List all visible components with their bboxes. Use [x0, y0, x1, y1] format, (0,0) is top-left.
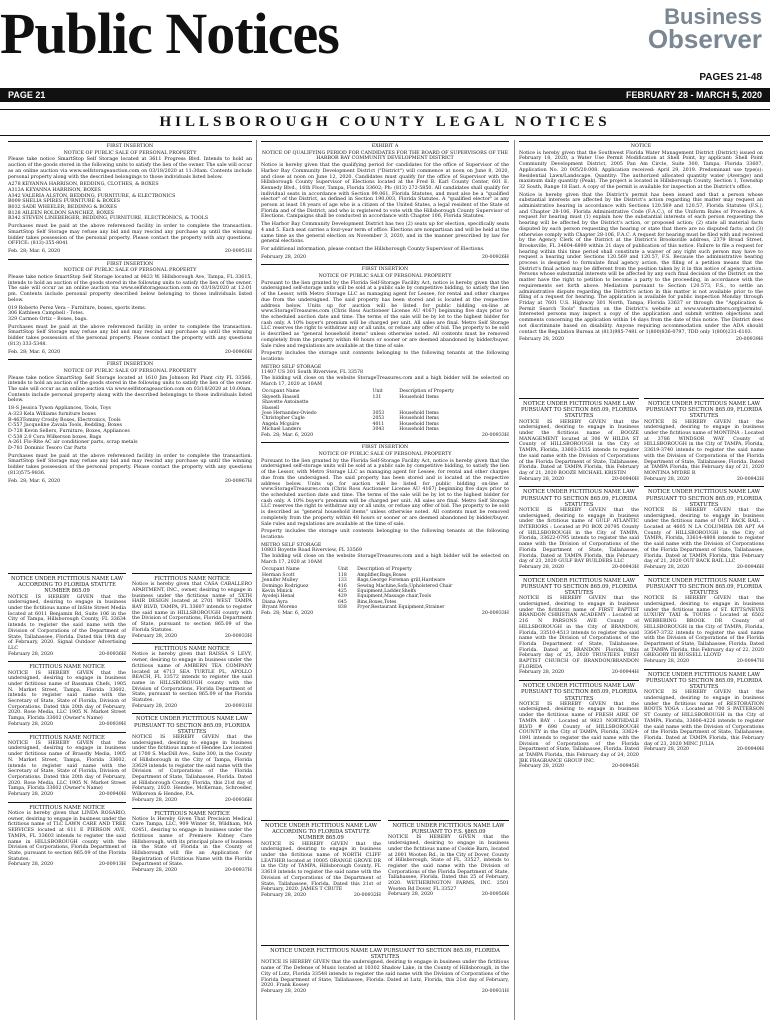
table-cell: Amplifier,Bags,Boxes	[357, 572, 407, 578]
notice-date: February 28, 2020	[644, 659, 690, 665]
publication-title: Public Notices	[0, 1, 339, 66]
fictitious-name-notice	[519, 486, 639, 570]
notice-date: February 28, 2020	[644, 747, 690, 753]
fictitious-col-b	[132, 573, 252, 1020]
fictitious-name-notice	[644, 486, 764, 570]
notice-title: FICTITIOUS NAME NOTICE	[132, 808, 252, 817]
notice-id: 20-00949H	[736, 747, 764, 753]
storage-unit-table	[261, 389, 509, 432]
notice-footer	[519, 477, 639, 483]
notice-header: FIRST INSERTION	[8, 141, 252, 150]
notice-footer	[8, 722, 126, 728]
notice-body: NOTICE IS HEREBY GIVEN that the undersigned, desiring to engage in business under the fictitious name of MONTINA : Located at 3786 WINDSOR WAY County of HILLSBOROUGH in the City of TAMPA, Florida, 33619-3740 intends to register the said name with the Division of Corporations of the Florida Department of State, Tallahassee, Florida. Dated at TAMPA Florida, this February day of 21, 2020 MONTINA MYDRE R	[644, 419, 764, 476]
notice-date: February 28, 2020	[132, 703, 178, 709]
fictitious-col-g	[644, 398, 764, 1020]
notice-body: NOTICE IS HEREBY GIVEN that the undersigned, desiring to engage in business under the fictitious name of The Defense of Music located at 10302 Shadow Lake, in the County of Hillsborough, in the City of Lutz, Florida 33548 intends to register the said name with the Division of Corporations of the Florida Department of State, Tallahassee, Florida. Dated at Lutz, Florida, this 21st day of February, 2020. Frank Kossey	[261, 960, 509, 989]
table-cell: Hassell	[262, 405, 280, 411]
notice-title: NOTICE OF PUBLIC SALE OF PERSONAL PROPERTY	[318, 452, 452, 458]
table-cell: Equipment,Ladder,Shelfs	[357, 589, 417, 595]
notice-footer	[132, 634, 252, 640]
notice-body: NOTICE IS HEREBY GIVEN that the undersigned, desiring to engage in business under the fictitious name of Hendee Law located at 1700 S. MacDill Ave., Suite 300, in the County of Hillsborough in the City of Tampa, Florida 33629 intends to register the said name with the Division of Corporations of the Florida Department of State, Tallahassee, Florida. Dated at Hillsborough County, Florida, this 21st day of February, 2020. Hendee, McKernan, Schroeder, Wilkerson & Hendee, P.A.	[132, 735, 252, 798]
notice-id: 20-00940H	[611, 476, 639, 482]
notice-id: 20-00933H	[481, 432, 509, 438]
fictitious-col-f	[519, 398, 639, 1020]
fictitious-name-notice	[644, 575, 764, 665]
table-cell: Household Items	[399, 416, 439, 422]
logo-line-2: Observer	[647, 24, 762, 54]
table-cell: Bags,George Foreman grill,Hardware	[357, 578, 446, 584]
issue-dates: FEBRUARY 28 - MARCH 5, 2020	[625, 90, 762, 100]
notice-footer	[8, 350, 252, 356]
notice-body	[519, 151, 763, 336]
notice-title: FICTITIOUS NAME NOTICE	[8, 802, 126, 811]
notice-paragraph: The Harbor Bay Community Development District has two (2) seats up for election, specifically seats 4 and 5. Each seat carries a four-year term of office. Elections are nonpartisan and will be held at the same time as the general election on November 3, 2020, and in the manner prescribed by law for general elections.	[261, 222, 509, 245]
notice-title: FICTITIOUS NAME NOTICE	[132, 573, 252, 582]
table-cell: 429	[337, 594, 347, 600]
fictitious-col-a	[8, 573, 126, 1020]
fictitious-name-notice	[8, 573, 126, 657]
notice-date: February 28, 2020	[132, 797, 178, 803]
fictitious-name-notice	[261, 945, 509, 995]
notice-body: NOTICE IS HEREBY GIVEN that the undersigned, desiring to engage in business under the fictitious name of InSite Street Media located at 6011 Benjamin Rd, Suite 106 in the City of Tampa, Hillsborough County, FL 33634 intends to register the said name with the Division of Corporations of the Department of State, Tallahassee, Florida. Dated this 19th day of February, 2020. Signal Outdoor Advertising LLC	[8, 594, 126, 651]
table-header-cell: Description of Property	[357, 567, 412, 573]
notice-body: NOTICE IS HEREBY GIVEN that the undersigned, desiring to engage in business under the fictitious name of GULF ATLANTIC INTERIORS : Located at PO BOX 20795 County of HILLSBOROUGH in the City of TAMPA, Florida, 33622-0795 intends to register the said name with the Division of Corporations of the Florida Department of State, Tallahassee, Florida. Dated at TAMPA Florida, this February day of 23, 2020 GULF BAY BUILDERS LLC	[519, 507, 639, 565]
notice-date: February 28, 2020	[644, 564, 690, 570]
notice-footer	[132, 798, 252, 804]
table-cell: Skyeeth Hassell	[262, 394, 300, 400]
column-divider	[256, 140, 257, 1020]
notice-title: NOTICE UNDER FICTITIOUS NAME LAW PURSUANT TO SECTION 865.09, FLORIDA STATUTES	[519, 486, 639, 508]
notice-paragraph: Please take notice SmartStop Self Storage located at 3611 Progress Blvd. Intends to hold an auction of the goods stored in the following units to satisfy the lien of the owner. The sale will occur as an online auction via www.selfstorageauction.com on 03/18/2020 at 11:30am. Contents include personal property along with the described belongings to those individuals listed below.	[8, 157, 252, 180]
fictitious-name-notice	[261, 820, 381, 899]
table-cell: Jennifer Mulley	[262, 578, 298, 584]
notice-title: NOTICE OF PUBLIC SALE OF PERSONAL PROPERTY	[318, 274, 452, 280]
notice-paragraph: A278 KEYANNA HARRISON, BEDDING, CLOTHES, & BOXES A312A KEYANNA HARRISON, BOXES A342 VALERIA ALSTON, BEDDING, FURNITURE, & ELECTRONICS B009 SHELIA SPIRES FURNITURE & BOXES B032 SADE WHEELER, BEDDING & BOXES B128 AILEEN ROLDON SANCHEZ, BOXES B342 STEVEN LINEBERGER, BEDDING, FURNITURE, ELECTRONICS, & TOOLS	[8, 182, 209, 222]
notice-paragraph: 019 Roberto Perez Vera – Furniture, boxes, sports items. 306 Kathleen Campbell - Totes. 329 Carmen Ortiz – Boxes, bags.	[8, 305, 147, 322]
notice-title: NOTICE UNDER FICTITIOUS NAME LAW PURSUANT TO SECTION 865.09, FLORIDA STATUTES	[644, 486, 764, 508]
notice-body	[261, 163, 509, 253]
notice-id: 20-00931H	[224, 703, 252, 709]
notice-title: FICTITIOUS NAME NOTICE	[8, 732, 126, 741]
notice-footer	[132, 704, 252, 710]
table-header-cell: Description of Property	[399, 389, 454, 395]
notice-body: NOTICE IS HEREBY GIVEN that the undersigned, desiring to engage in business under the fictitious name of BOOZE MANAGEMENT located at 306 W HILDA ST County of HILLSBOROUGH in the City of TAMPA, Florida, 33603-3535 intends to register the said name with the Division of Corporations of the Florida Department of State, Tallahassee, Florida. Dated at TAMPA Florida, this February day of 21, 2020 BOOZE MICHAEL KRISTIN	[519, 419, 639, 476]
notice-paragraph: Please take notice SmartStop Self Storage located at 9823 W. Hillsborough Ave, Tampa, FL 33615, intends to hold an auction of the goods stored in the following units to satisfy the lien of the owner. The sale will occur as an online auction via www.selfstorageauction.com on 03/18/2020 at 12:01 pm. Contents include personal property described below belonging to those individuals listed below.	[8, 275, 252, 303]
notice-body: NOTICE IS HEREBY GIVEN that the undersigned, desiring to engage in business under the fictitious name of FIRST BAPTIST BRANDON CHRISTIAN ACADEMY : Located at 216 N PARSONS AVE County of HILLSBOROUGH in the City of BRANDON, Florida, 33510-4513 intends to register the said name with the Division of Corporations of the Florida Department of State, Tallahassee, Florida. Dated at BRANDON Florida, this February day of 25, 2020 TRUSTEES FIRST BAPTIST CHURCH OF BRANDON/BRANDON FLORIDA	[519, 596, 639, 670]
notice-title: NOTICE UNDER FICTITIOUS NAME LAW PURSUANT TO SECTION 865.09, FLORIDA STATUTES	[644, 575, 764, 597]
notice-id: 20-00936H	[224, 797, 252, 803]
notice-footer	[261, 611, 509, 617]
notice-header: FIRST INSERTION	[8, 259, 252, 268]
table-cell: 2053	[372, 416, 385, 422]
section-title: HILLSBOROUGH COUNTY LEGAL NOTICES	[159, 114, 611, 130]
masthead	[0, 0, 770, 110]
notice-title: NOTICE UNDER FICTITIOUS NAME LAW PURSUANT TO SECTION 865.09, FLORIDA STATUTES	[644, 398, 764, 420]
table-cell: 3043	[372, 427, 385, 433]
notice-paragraph: Purchases must be paid at the above referenced facility in order to complete the transaction. SmartStop Self Storage may refuse any bid and may rescind any purchase up until the winning bidder takes possession of the personal property. Please contact the property with any questions (813)575-9836.	[8, 453, 252, 476]
fictitious-name-notice	[644, 398, 764, 482]
table-cell: Bins,Boxes,Totes	[357, 599, 397, 605]
notice-paragraph: METRO SELF STORAGE 10803 Boyette Road Riverview, FL 33569 The bidding will close on the website StorageTreasures.com and a high bidder will be selected on March 17, 2020 at 10AM	[261, 542, 509, 565]
table-cell: 838	[337, 605, 347, 611]
table-cell: Fryer,Restaurant Equipment,Strainer	[357, 605, 445, 611]
notice-id: 20-00950H	[481, 892, 509, 898]
notice-date: February 28, 2020	[261, 254, 307, 260]
notice-body	[8, 275, 252, 347]
notice-footer	[8, 249, 252, 255]
notice-date: February 28, 2020	[8, 721, 54, 727]
notice-paragraph: Pursuant to the lien granted by the Florida Self-Storage Facility Act, notice is hereby given that the undersigned self-storage units will be sold at a public sale by competitive bidding, to satisfy the lien of the Lessor, with Metro Storage LLC as managing agent for Lessee, for rental and other charges due from the undersigned. The said property has been stored and is located at the respective address below. Units up for auction will be listed for public bidding on-line at www.StorageTreasures.com (Chris Ross Auctioneer License AU 4167) beginning five days prior to the scheduled auction date and time. The terms of the sale will be by lot to the highest bidder for cash only. A 10% buyer's premium will be charged per unit. All sales are final. Metro Self Storage LLC reserves the right to withdraw any or all units, or refuse any offer of bid. The property to be sold is described as "general household items" unless otherwise noted. All contents must be removed completely from the property within 48 hours or sooner or are deemed abandoned by bidder/buyer. Sale rules and regulations are available at the time of sale.	[261, 458, 509, 527]
notice-title: NOTICE OF PUBLIC SALE OF PERSONAL PROPERTY	[63, 150, 197, 156]
notice-footer	[519, 337, 763, 343]
notice-title: NOTICE UNDER FICTITIOUS NAME LAW PURSUANT TO F.S. §865.09	[388, 820, 509, 835]
notice-title: NOTICE UNDER FICTITIOUS NAME LAW PURSUANT TO SECTION 865.09, FLORIDA STATUTES	[519, 680, 639, 702]
notice-body	[8, 376, 252, 477]
notice-body: Notice is hereby given that LINDA ROSARIO, owner, desiring to engage in business under the fictitious name of TLC LAWN CARE AND TREE SERVICES located at 611 E PIERSON AVE, TAMPA, FL 33603 intends to register the said name in HILLSBOROUGH county with the Division of Corporations, Florida Department of State, pursuant to section 865.09 of the Florida Statutes.	[8, 811, 126, 862]
notice-date: February 28, 2020	[519, 476, 565, 482]
table-header-cell: Unit	[372, 389, 383, 395]
notice-date: Feb. 28; Mar. 6, 2020	[261, 610, 314, 616]
notice-body: NOTICE IS HEREBY GIVEN that the undersigned, desiring to engage in business under the fictitious name of Cookie Barn, located at 2001 Wooten Rd., in the City of Dover, County of Hillsborough, State of FL, 33527, intends to register the said name with the Division of Corporations of the Florida Department of State, Tallahassee, Florida. Dated this 25 of February, 2020. WETHERINGTON FARMS, INC. 2501 Wooten Rd Dover, FL 33527	[388, 835, 509, 892]
notice-title: FICTITIOUS NAME NOTICE	[132, 643, 252, 652]
notice-body: NOTICE IS HEREBY GIVEN that the undersigned, desiring to engage in business under the fictitious name of OUT BACK BAIL : Located at 4605 N LA COLUMBIA DR APT A4 County of HILLSBOROUGH in the City of TAMPA, Florida, 33614-4808 intends to register the said name with the Division of Corporations of the Florida Department of State, Tallahassee, Florida. Dated at TAMPA Florida, this February day of 21, 2020 OUT BACK BAIL LLC	[644, 507, 764, 565]
notice-paragraph: Please take notice SmartStop Self Storage located at 1610 Jim Johnson Rd Plant city FL 33566, intends to hold an auction of the goods stored in the following units to satisfy the lien of the owner. The sale will occur as an online auction via www.selfstorageauction.com on 03/18/2020 at 10:00am. Contents include personal property along with the described belongings to those individuals listed below.	[8, 375, 252, 404]
legal-notice	[261, 141, 509, 260]
column-middle-sales	[261, 140, 509, 760]
notice-title: NOTICE OF QUALIFYING PERIOD FOR CANDIDATES FOR THE BOARD OF SUPERVISORS OF THE HARBOR BAY COMMUNITY DEVELOPMENT DISTRICT	[261, 150, 509, 162]
notice-id: 20-00926H	[481, 254, 509, 260]
notice-date: Feb. 28; Mar. 6, 2020	[8, 478, 61, 484]
table-cell: Bryant Moreno	[262, 605, 298, 611]
notice-body: Notice is hereby given that CASA CABALLERO APARTMENT, INC., owner, desiring to engage in business under the fictitious name of 5XTH HAIR DESIGN located at 2701 WEST TAMPA BAY BLVD, TAMPA, FL 33607 intends to register the said name in HILLSBOROUGH county with the Division of Corporations, Florida Department of State, pursuant to section 865.09 of the Florida Statutes.	[132, 582, 252, 633]
table-header-cell: Occupant Name	[262, 567, 300, 573]
notice-date: February 28, 2020	[388, 892, 434, 898]
notice-footer	[644, 477, 764, 483]
table-cell: 416	[337, 583, 347, 589]
notice-body	[8, 157, 252, 247]
notice-header: FIRST INSERTION	[261, 264, 509, 273]
notice-paragraph: For additional information, please contact the Hillsborough County Supervisor of Elections.	[261, 246, 485, 252]
notice-title: NOTICE UNDER FICTITIOUS NAME LAW PURSUANT TO SECTION 865.09, FLORIDA STATUTES	[132, 713, 252, 735]
fictitious-name-notice	[132, 643, 252, 709]
fictitious-name-notice	[132, 808, 252, 874]
notice-id: 20-00951H	[224, 248, 252, 254]
notice-footer	[519, 670, 639, 676]
notice-id: 20-00944H	[611, 670, 639, 676]
table-cell: Shavette Antoinette	[262, 400, 309, 406]
pages-range: PAGES 21-48	[699, 72, 762, 83]
table-cell: Kevin Minick	[262, 589, 293, 595]
notice-paragraph: Purchases must be paid at the above referenced facility in order to complete the transaction. SmartStop Self Storage may refuse any bid and may rescind any purchase up until the winning bidder takes possession of the personal property. Please contact the property with any questions. OFFICE: (813)-355-8041	[8, 224, 252, 247]
notice-title: NOTICE OF PUBLIC SALE OF PERSONAL PROPERTY	[63, 268, 197, 274]
notice-id: 20-00932H	[353, 892, 381, 898]
notice-date: February 28, 2020	[644, 476, 690, 482]
notice-footer	[8, 652, 126, 658]
notice-id: 20-00931H	[481, 988, 509, 994]
section-rule	[0, 135, 770, 136]
fictitious-name-notice	[8, 802, 126, 868]
notice-paragraph: Purchases must be paid at the above referenced facility in order to complete the transaction. SmartStop Self Storage may refuse any bid and may rescind any purchase up until the winning bidder takes possession of the personal property. Please contact the property with any questions (813) 333-5348.	[8, 324, 252, 347]
notice-date: February 28, 2020	[519, 764, 565, 770]
notice-body	[261, 281, 509, 388]
notice-header: FIRST INSERTION	[261, 442, 509, 451]
notice-id: 20-00933H	[481, 610, 509, 616]
legal-notice	[261, 264, 509, 438]
legal-notice	[261, 442, 509, 616]
notice-date: February 28, 2020	[519, 670, 565, 676]
notice-paragraph: METRO SELF STORAGE 11407 US 301 South Riverview, FL 33578 The bidding will close on the website StorageTreasures.com and a high bidder will be selected on March 17, 2020 at 10AM	[261, 364, 509, 387]
table-cell: Jose Hernandez-Oviedo	[262, 411, 317, 417]
notice-id: 20-00960H	[224, 349, 252, 355]
table-cell: Michael Landers	[262, 427, 302, 433]
notice-footer	[261, 893, 381, 899]
notice-header: NOTICE	[519, 141, 763, 150]
table-cell: 118	[337, 572, 347, 578]
legal-notice	[8, 359, 252, 484]
notice-header: FIRST INSERTION	[8, 359, 252, 368]
table-cell: 425	[337, 589, 347, 595]
notice-footer	[132, 868, 252, 874]
notice-footer	[8, 862, 126, 868]
fictitious-col-e	[261, 945, 509, 1020]
table-cell: 3053	[372, 411, 385, 417]
notice-id: 20-00933H	[224, 633, 252, 639]
table-cell: Household Items	[399, 411, 439, 417]
table-cell: Household Items	[399, 427, 439, 433]
notice-id: 20-00936H	[98, 651, 126, 657]
table-header-cell: Occupant Name	[262, 389, 300, 395]
notice-id: 20-00947H	[736, 659, 764, 665]
notice-footer	[388, 892, 509, 898]
notice-date: February 28, 2020	[519, 564, 565, 570]
notice-id: 20-00937H	[224, 868, 252, 874]
notice-footer	[519, 764, 639, 770]
notice-title: NOTICE UNDER FICTITIOUS NAME LAW PURSUANT TO SECTION 865.09, FLORIDA STATUTES	[261, 945, 509, 960]
notice-date: February 28, 2020	[8, 792, 54, 798]
top-rule	[0, 109, 770, 110]
table-cell: 4011	[372, 421, 385, 427]
notice-body: NOTICE IS HEREBY GIVEN that the undersigned, desiring to engage in business under fictitious name of Brassfly Media, 1905 N. Market Street, Tampa, Florida 33602, intends to register said name with the Secretary of State, State of Florida, Division of Corporations. Dated this 20th day of February, 2020. Rose Media, LLC 1905 N. Market Street Tampa, Florida 33602 (Owner's Name)	[8, 740, 126, 792]
table-cell: 645	[337, 599, 347, 605]
page-number: PAGE 21	[8, 90, 46, 100]
fictitious-col-d	[388, 820, 509, 940]
notice-body: Notice is hereby given that RAISSA S LEVY, owner, desiring to engage in business under the fictitious name of AMBERN TEA COMPANY located at 4713 SEA TURTLE PL, APOLLO BEACH, FL 33572 intends to register the said name in HILLSBOROUGH county with the Division of Corporations, Florida Department of State, pursuant to section 865.09 of the Florida Statutes.	[132, 652, 252, 704]
fictitious-name-notice	[644, 669, 764, 753]
notice-footer	[261, 255, 509, 261]
table-cell: Domingo Rodriguez	[262, 583, 309, 589]
fictitious-name-notice	[132, 713, 252, 803]
notice-header: EXHIBIT A	[261, 141, 509, 150]
notice-title: NOTICE UNDER FICTITIOUS NAME LAW ACCORDING TO FLORIDA STATUTE NUMBER 865.09	[8, 573, 126, 595]
notice-date: February 28, 2020	[132, 633, 178, 639]
business-observer-logo	[640, 4, 762, 54]
notice-id: 20-00939H	[98, 721, 126, 727]
page-info-strip	[0, 88, 770, 102]
notice-date: Feb. 28; Mar. 6, 2020	[261, 432, 314, 438]
notice-title: FICTITIOUS NAME NOTICE	[8, 661, 126, 670]
notice-id: 20-00940H	[98, 792, 126, 798]
notice-footer	[8, 792, 126, 798]
table-cell: Ayodeji Henal	[262, 594, 295, 600]
table-cell: 133	[337, 578, 347, 584]
notice-title: NOTICE UNDER FICTITIOUS NAME LAW PURSUANT TO SECTION 865.09, FLORIDA STATUTES	[519, 575, 639, 597]
fictitious-name-notice	[519, 398, 639, 482]
notice-date: February 28, 2020	[8, 651, 54, 657]
notice-paragraph: Notice is hereby given that the qualifying period for candidates for the office of Supervisor of the Harbor Bay Community Development District ("District") will commence at noon on June 8, 2020, and close at noon on June 12, 2020. Candidates must qualify for the office of Supervisor with the Hillsborough County Supervisor of Elections located at the Fred B. Karl County Center, 601 E. Kennedy Blvd., 16th Floor, Tampa, Florida 33602; Ph: (813) 272-5850. All candidates shall qualify for individual seats in accordance with Section 99.061, Florida Statutes, and must also be a "qualified elector" of the District, as defined in Section 190.003, Florida Statutes. A "qualified elector" is any person at least 18 years of age who is a citizen of the United States, a legal resident of the State of Florida and of the District, and who is registered to vote with the Hillsborough County Supervisor of Elections. Campaigns shall be conducted in accordance with Chapter 106, Florida Statutes.	[261, 163, 509, 220]
notice-id: 20-00945H	[611, 764, 639, 770]
notice-paragraph: Property includes the storage unit contents belonging to the following tenants at the following locations:	[261, 351, 509, 362]
notice-date: February 28, 2020	[132, 868, 178, 874]
fictitious-name-notice	[519, 680, 639, 770]
fictitious-name-notice	[8, 732, 126, 798]
fictitious-name-notice	[388, 820, 509, 898]
notice-paragraph: Pursuant to the lien granted by the Florida Self-Storage Facility Act, notice is hereby given that the undersigned self-storage units will be sold at a public sale by competitive bidding, to satisfy the lien of the Lessor, with Metro Storage LLC as managing agent for Lessee, for rental and other charges due from the undersigned. The said property has been stored and is located at the respective address below. Units up for auction will be listed for public bidding on-line at www.StorageTreasures.com (Chris Ross Auctioneer License AU 4167) beginning five days prior to the scheduled auction date and time. The terms of the sale will be by lot to the highest bidder for cash only. A 10% buyer's premium will be charged per unit. All sales are final. Metro Self Storage LLC reserves the right to withdraw any or all units, or refuse any offer of bid. The property to be sold is described as "general household items" unless otherwise noted. All contents must be removed completely from the property within 48 hours or sooner or are deemed abandoned by bidder/buyer. Sale rules and regulations are available at the time of sale.	[261, 280, 509, 349]
notice-paragraph: Property includes the storage unit contents belonging to the following tenants at the following locations:	[261, 529, 509, 540]
notice-footer	[519, 565, 639, 571]
fictitious-name-notice	[8, 661, 126, 727]
table-cell: Herman Scott	[262, 572, 295, 578]
notice-body: NOTICE IS HEREBY GIVEN that the undersigned, desiring to engage in business under the fictitious name of FRESH AIRE OF TAMPA BAY : Located at 9823 NORTHDALE BLVD # 698 County of HILLSBOROUGH COUNTY in the City of TAMPA, Florida, 33624-1891 intends to register the said name with the Division of Corporations of the Florida Department of State, Tallahassee, Florida. Dated at TAMPA Florida, this February day of 24, 2020 JBK FRAGRANCE GROUP INC.	[519, 701, 639, 764]
notice-date: February 28, 2020	[261, 892, 307, 898]
fictitious-col-c	[261, 820, 381, 940]
notice-date: Feb. 28; Mar. 6, 2020	[8, 349, 61, 355]
table-cell: Diana Ayra	[262, 599, 288, 605]
notice-footer	[644, 565, 764, 571]
notice-body	[261, 459, 509, 566]
notice-paragraph: Notice is hereby given that the Southwest Florida Water Management District (District) issued on February 18, 2020, a Water Use Permit Modification at Shell Point, by applicant: Shell Point Community Development District, 2005 Pan Am Circle, Suite 300, Tampa, Florida 33607, Application No. 20 005/20.008. Application received: April 29, 2019. Predominant use type(s): Residential Lawn/Landscape. Quantity: The authorized allocated quantity water (Average) and maximum daily quantity (Peak). The project is located in Hillsborough County, Section 1, Township 32 South, Range 18 East. A copy of the permit is available for inspection at the District's office.	[519, 150, 763, 190]
table-cell: Sewing Machine,Sofa,Upholstered Chair	[357, 583, 453, 589]
notice-title: NOTICE UNDER FICTITIOUS NAME LAW ACCORDING TO FLORIDA STATUTE NUMBER 865.09	[261, 820, 381, 842]
notice-id: 20-00967H	[224, 478, 252, 484]
legal-notice	[519, 141, 763, 343]
notice-id: 20-00939H	[735, 337, 763, 343]
notice-id: 20-00942H	[736, 476, 764, 482]
notice-body: NOTICE IS HEREBY GIVEN that the undersigned, desiring to engage in business under the fictitious name of NORTH CLIFF LEATHER located at 10005 ORANGE GROVE DR in the City of TAMPA, Hillsborough County, FL 33618 intends to register the said name with the Division of Corporations of the Department of State, Tallahassee, Florida. Dated this 21st of February, 2020. JAMES T CRUTE	[261, 841, 381, 893]
notice-date: February 28, 2020	[261, 988, 307, 994]
column-right-water-permit	[519, 140, 763, 390]
notice-paragraph: Notice is hereby given that the District's permit has been issued and that a person whose substantial interests are affected by the District's action regarding this matter may request an administrative hearing in accordance with Sections 120.569 and 120.57, Florida Statutes (F.S.), and Chapter 28-106, Florida Administrative Code (F.A.C.), of the Uniform Rules of Procedure. A request for hearing must (1) explain how the substantial interests of each person requesting the hearing will be affected by the District's action, or proposed action; (2) state all material facts disputed by each person requesting the hearing or state that there are no disputed facts; and (3) otherwise comply with Chapter 28-106, F.A.C. A request for hearing must be filed with and received by the Agency Clerk of the District at the District's Brooksville address, 2379 Broad Street, Brooksville, FL 34604-6899 within 21 days of publication of this notice. Failure to file a request for hearing within this time period shall constitute a waiver of any right such person may have to request a hearing under Sections 120.569 and 120.57, F.S. Because the administrative hearing process is designed to formulate final agency action, the filing of a petition means that the District's final action may be different from the position taken by it in this notice of agency action. Persons whose substantial interests will be affected by any such final decision of the District on the matter have the right to petition to become a party to the proceeding, in accordance with the requirements set forth above. Mediation pursuant to Section 120.573, F.S., to settle an administrative dispute regarding the District's action in this matter is not available prior to the filing of a request for hearing. The application is available for public inspection Monday through Friday at 7601 U.S. Highway 301 North, Tampa, Florida 33637 or through the "Application & Permit Search Tools" function on the District's website at www.watermatters.org/permits/. Interested persons may inspect a copy of the application and submit written objections and comments concerning the application within 14 days from the date of this notice. The District does not discriminate based on disability. Anyone requiring accommodation under the ADA should contact the Regulation Bureau at (813)985-7481 or 1(800)836-0797, TDD only 1(800)231-6103.	[519, 192, 763, 335]
notice-id: 20-00946H	[736, 564, 764, 570]
notice-date: February 28, 2020	[519, 337, 565, 343]
column-left-sales	[8, 140, 252, 560]
notice-body: NOTICE IS HEREBY GIVEN that the undersigned, desiring to engage in business under fictitious name of Bassman Chefs, 1905 N. Market Street, Tampa, Florida 33602, intends to register said name with the Secretary of State, State of Florida, Division of Corporations. Dated this 20th day of February, 2020. Rose Media, LLC 1905 N. Market Street Tampa, Florida 33602 (Owner's Name)	[8, 670, 126, 722]
fictitious-name-notice	[519, 575, 639, 676]
notice-id: 20-00913H	[98, 862, 126, 868]
column-divider	[514, 140, 515, 1020]
table-cell: 131	[372, 394, 382, 400]
notice-footer	[8, 479, 252, 485]
table-cell: Christopher Cagle	[262, 416, 305, 422]
legal-notice	[8, 259, 252, 356]
notice-body: NOTICE IS HEREBY GIVEN that the undersigned, desiring to engage in business under the fictitious name of ST. KITTS/NEVIS LUXURY TAXI & TOURS : Located at 6502 WEBBERING BROOK DR County of HILLSBOROUGH in the City of TAMPA, Florida, 33647-3732 intends to register the said name with the Division of Corporations of the Florida Department of State, Tallahassee, Florida. Dated at TAMPA Florida, this February day of 22, 2020 GREGORY III RUSSELL LLOYD	[644, 596, 764, 659]
notice-footer	[261, 433, 509, 439]
table-cell: Household Items	[399, 421, 439, 427]
notice-title: NOTICE UNDER FICTITIOUS NAME LAW PURSUANT TO SECTION 865.09, FLORIDA STATUTES	[519, 398, 639, 420]
fictitious-name-notice	[132, 573, 252, 639]
notice-footer	[644, 747, 764, 753]
logo-line-1: Business	[664, 4, 762, 29]
notice-footer	[644, 659, 764, 665]
notice-date: Feb. 28; Mar. 6, 2020	[8, 248, 61, 254]
table-cell: Equipment,Massage chair,Tools	[357, 594, 432, 600]
notice-paragraph: 18-S Jessica Tyson Appliances, Tools, Toys A-323 Kela Williams furniture boxes B-463Tommy Crosby Boxes, Electronics, Tools C-557 Jacqueline Zavala Tools, Bedding, Boxes D-728 Kevin Sellers, Furniture, Boxes, Appliances C-538 2.0 Cora Wilkerson boxes, Bags A-261 Flo-Rite AC air conditioner parts, scrap metals D-781 Dominic Tesoro Car Parts	[8, 406, 138, 452]
table-cell: Household Items	[399, 394, 439, 400]
notice-title: NOTICE OF PUBLIC SALE OF PERSONAL PROPERTY	[63, 368, 197, 374]
table-cell: Angela Mcguire	[262, 421, 300, 427]
notice-date: February 28, 2020	[8, 862, 54, 868]
notice-title: NOTICE UNDER FICTITIOUS NAME LAW PURSUANT TO SECTION 865.09, FLORIDA STATUTES	[644, 669, 764, 691]
notice-body: Notice Is Hereby Given That Precision Medical Care Tampa, LLC, 909 Winter St, Wildham, MA 02451, desiring to engage in business under the fictitious name of Premiere Kidney Care Hillsborough, with its principal place of business in the State of Florida in the County of Hillsborough will file an Application for Registration of Fictitious Name with the Florida Department of State.	[132, 816, 252, 868]
notice-id: 20-00943H	[611, 564, 639, 570]
storage-unit-table	[261, 567, 509, 610]
notice-body: NOTICE IS HEREBY GIVEN that the undersigned, desiring to engage in business under the fictitious name of RESTORATION ROOTS YOGA : Located at 700 S PATTERSON ST County of HILLSBOROUGH in the City of TAMPA, Florida, 33606-4226 intends to register the said name with the Division of Corporations of the Florida Department of State, Tallahassee, Florida. Dated at TAMPA Florida, this February day of 23, 2020 MINC JULIA	[644, 690, 764, 747]
notice-footer	[261, 989, 509, 995]
legal-notice	[8, 141, 252, 255]
table-header-cell: Unit	[337, 567, 349, 573]
